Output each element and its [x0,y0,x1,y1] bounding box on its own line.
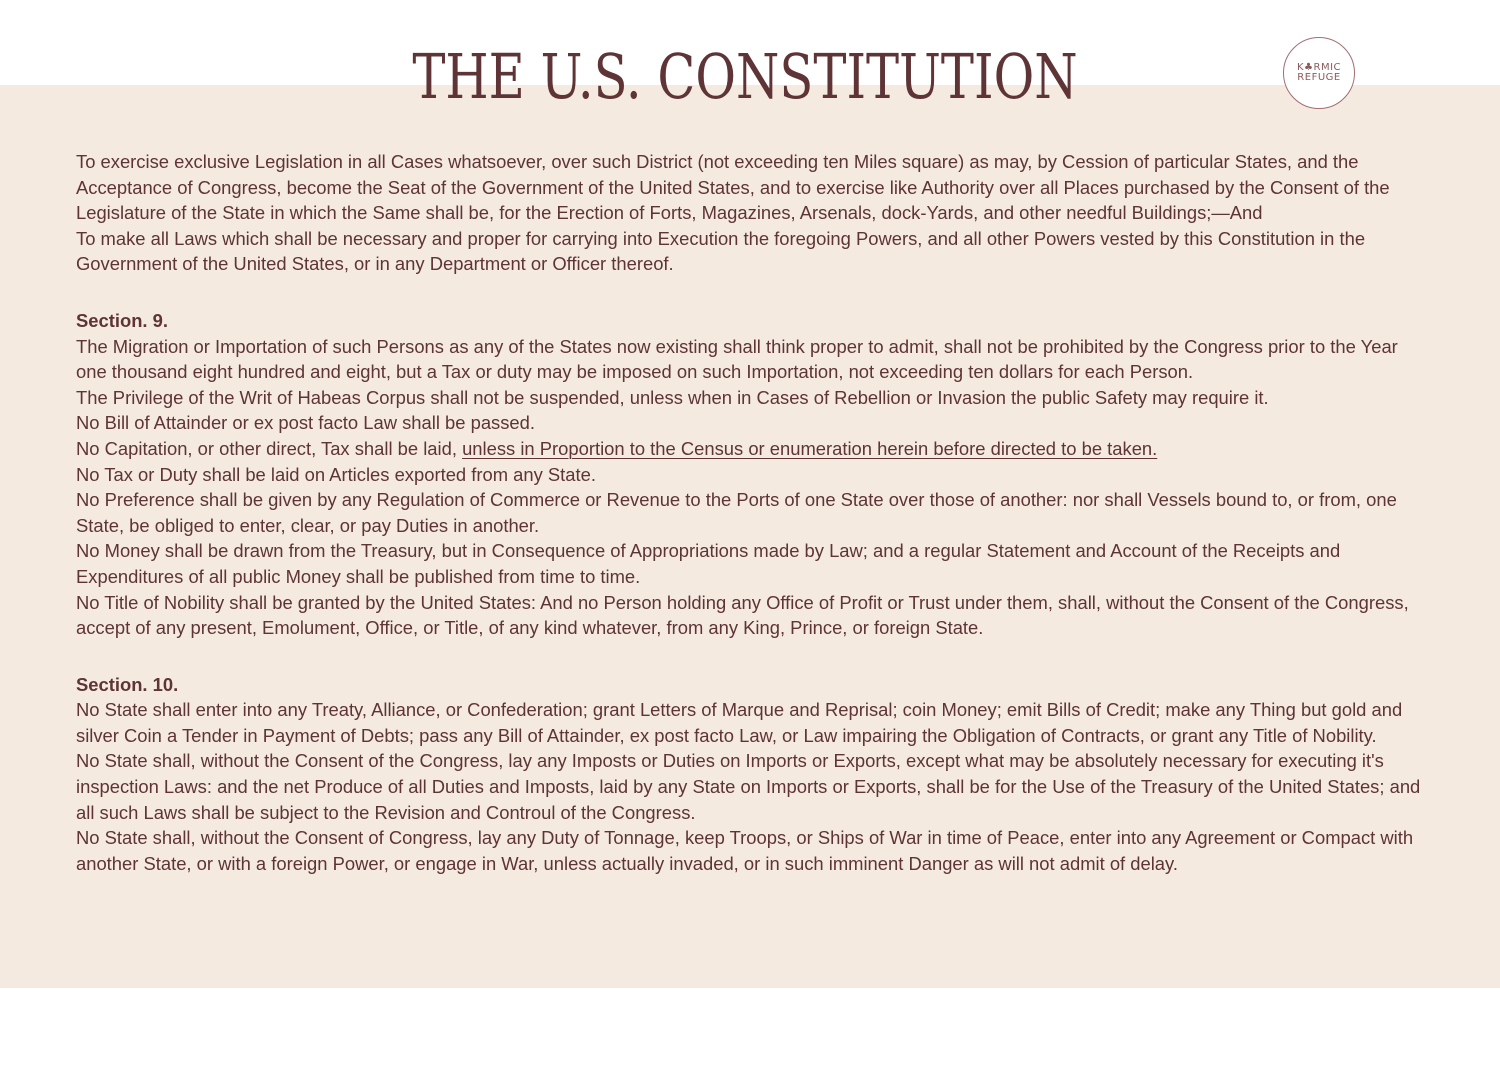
section-9-paragraph-3: No Bill of Attainder or ex post facto Law shall be passed. [76,412,536,434]
section-spacer [76,277,1426,308]
section-10-paragraph-1: No State shall enter into any Treaty, Alliance, or Confederation; grant Letters of Marque and Reprisal; coin Money; emit Bills of Credit; make any Thing but gold and silver Coin a Tender in Payment of Debts; pass any Bill of Attainder, ex post facto Law, or Law impairing the Obligation of Contracts, or grant any Title of Nobility. [76,699,1403,746]
intro-paragraph-1: To exercise exclusive Legislation in all Cases whatsoever, over such District (not exceeding ten Miles square) as may, by Cession of particular States, and the Acceptance of Congress, become the Seat of the Government of the United States, and to exercise like Authority over all Places purchased by the Consent of the Legislature of the State in which the Same shall be, for the Erection of Forts, Magazines, Arsenals, dock-Yards, and other needful Buildings;—And [76,151,1390,224]
logo-line-2: REFUGE [1297,72,1341,83]
section-spacer [76,641,1426,672]
section-9-paragraph-8: No Title of Nobility shall be granted by the United States: And no Person holding any Office of Profit or Trust under them, shall, without the Consent of the Congress, accept of any present, Emolument, Office, or Title, of any kind whatever, from any King, Prince, or foreign State. [76,591,1409,639]
section-9-paragraph-1: The Migration or Importation of such Persons as any of the States now existing shall think proper to admit, shall not be prohibited by the Congress prior to the Year one thousand eight hundred and eight, but a Tax or duty may be imposed on such Importation, not exceeding ten dollars for each Person. [76,335,1398,383]
section-9-paragraph-6: No Preference shall be given by any Regulation of Commerce or Revenue to the Ports of one State over those of another: nor shall Vessels bound to, or from, one State, be obliged to enter, clear, or pay Duties in another. [76,489,1397,536]
section-9-paragraph-4 [76,436,1426,462]
document-body [76,149,1426,876]
karmic-refuge-logo [1283,37,1355,109]
section-9-heading: Section. 9. [76,309,168,331]
intro-paragraph-2: To make all Laws which shall be necessary and proper for carrying into Execution the foregoing Powers, and all other Powers vested by this Constitution in the Government of the United States, or in any Department or Officer thereof. [76,227,1366,275]
section-9-paragraph-2: The Privilege of the Writ of Habeas Corpus shall not be suspended, unless when in Cases of Rebellion or Invasion the public Safety may require it. [76,386,1269,408]
section-10-paragraph-2: No State shall, without the Consent of the Congress, lay any Imposts or Duties on Imports or Exports, except what may be absolutely necessary for executing it's inspection Laws: and the net Produce of all Duties and Imposts, laid by any State on Imports or Exports, shall be for the Use of the Treasury of the United States; and all such Laws shall be subject to the Revision and Controul of the Congress. [76,750,1421,823]
section-9-paragraph-5: No Tax or Duty shall be laid on Articles exported from any State. [76,463,596,485]
section-10-paragraph-3: No State shall, without the Consent of Congress, lay any Duty of Tonnage, keep Troops, or Ships of War in time of Peace, enter into any Agreement or Compact with another State, or with a foreign Power, or engage in War, unless actually invaded, or in such imminent Danger as will not admit of delay. [76,827,1414,874]
section-9-paragraph-4-text: No Capitation, or other direct, Tax shall be laid, [76,437,463,459]
page-title: THE U.S. CONSTITUTION [412,40,1078,113]
section-9-paragraph-7: No Money shall be drawn from the Treasury, but in Consequence of Appropriations made by Law; and a regular Statement and Account of the Receipts and Expenditures of all public Money shall be published from time to time. [76,540,1341,587]
logo-line-1: K♣RMIC [1296,62,1342,73]
section-10-heading: Section. 10. [76,673,179,695]
section-9-paragraph-4-underlined: unless in Proportion to the Census or enumeration herein before directed to be taken. [462,437,1158,459]
